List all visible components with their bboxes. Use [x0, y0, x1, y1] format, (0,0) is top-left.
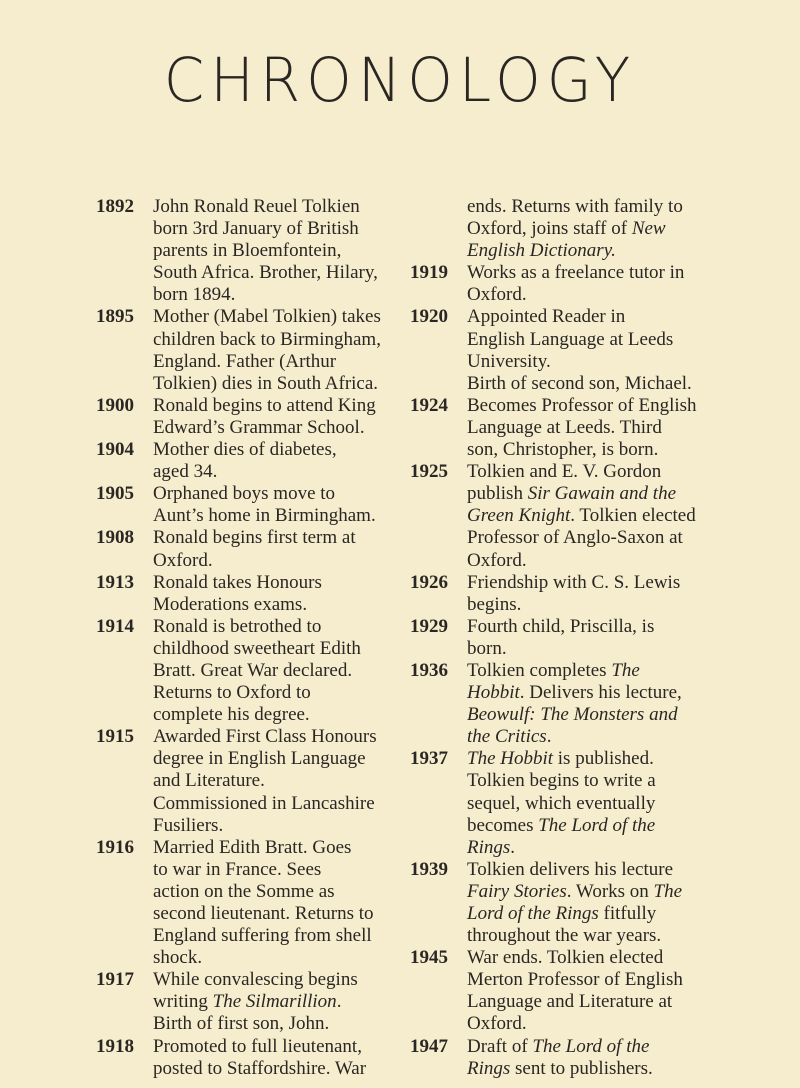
italic-title-text: Green Knight [467, 505, 571, 527]
entry-text: ends. Returns with family to [467, 196, 683, 217]
entry-line [467, 505, 710, 527]
italic-title-text: The [611, 659, 640, 681]
entry-line [467, 859, 710, 881]
entry-line [153, 991, 396, 1013]
entry-text: action on the Somme as [153, 880, 335, 902]
entry-text: Married Edith Bratt. Goes [153, 836, 352, 858]
entry-text: Becomes Professor of English [467, 394, 697, 416]
timeline-entry [96, 483, 396, 527]
entry-line [153, 682, 396, 704]
entry-text: Oxford, joins staff of [467, 218, 632, 240]
entry-line [467, 594, 710, 616]
italic-title-text: Hobbit [467, 682, 520, 704]
entry-line [153, 527, 396, 549]
entry-line [153, 505, 396, 527]
entry-text: South Africa. Brother, Hilary, [153, 262, 378, 284]
italic-title-text: The Lord of the [538, 814, 656, 836]
italic-title-text: the Critics [467, 726, 547, 748]
entry-line [467, 572, 710, 594]
entry-text: Tolkien begins to write a [467, 770, 656, 792]
entry-text: shock. [153, 947, 203, 969]
entry-line [467, 991, 710, 1013]
entry-year: 1895 [96, 306, 134, 328]
timeline-entry [96, 306, 396, 394]
entry-text: Oxford. [467, 1013, 527, 1035]
entry-description [467, 947, 710, 1035]
entry-text: Ronald begins first term at [153, 527, 356, 549]
entry-description [153, 395, 396, 439]
entry-text: Orphaned boys move to [153, 483, 336, 505]
timeline-entry [96, 439, 396, 483]
entry-text: Fusiliers. [153, 814, 224, 836]
entry-text: Tolkien delivers his lecture [467, 858, 674, 880]
italic-title-text: New [631, 218, 666, 240]
entry-line [153, 660, 396, 682]
entry-text: Commissioned in Lancashire [153, 792, 375, 814]
entry-line [153, 550, 396, 572]
entry-line [467, 638, 710, 660]
entry-line [153, 616, 396, 638]
entry-text: sequel, which eventually [467, 792, 656, 814]
entry-line [467, 704, 710, 726]
entry-text: Birth of first son, John. [153, 1013, 330, 1035]
timeline-entry [410, 306, 710, 394]
entry-description [153, 616, 396, 726]
entry-description [153, 306, 396, 394]
entry-text: . [546, 726, 552, 748]
timeline-entry [410, 572, 710, 616]
timeline-entry [96, 572, 396, 616]
entry-line [153, 726, 396, 748]
timeline-entry [96, 726, 396, 836]
entry-text: complete his degree. [153, 704, 310, 726]
entry-text: . Tolkien elected [570, 505, 696, 527]
entry-description [153, 726, 396, 836]
entry-year: 1925 [410, 461, 448, 483]
timeline-entry [410, 947, 710, 1035]
entry-line [153, 770, 396, 792]
entry-description [153, 483, 396, 527]
entry-text: Edward’s Grammar School. [153, 416, 365, 438]
entry-year: 1920 [410, 306, 448, 328]
entry-line [467, 284, 710, 306]
entry-line [467, 240, 710, 262]
entry-line [467, 218, 710, 240]
entry-line [467, 196, 710, 218]
entry-line [153, 947, 396, 969]
entry-text: is published. [553, 748, 654, 770]
entry-line [467, 483, 710, 505]
entry-text: . [336, 991, 342, 1013]
entry-text: Tolkien) dies in South Africa. [153, 372, 379, 394]
entry-text: sent to publishers. [510, 1057, 653, 1079]
entry-year: 1904 [96, 439, 134, 461]
entry-line [153, 196, 396, 218]
italic-title-text: The Lord of the [532, 1035, 650, 1057]
italic-title-text: Fairy Stories [467, 880, 567, 902]
entry-line [467, 815, 710, 837]
entry-text: Awarded First Class Honours [153, 726, 377, 748]
entry-line [467, 903, 710, 925]
timeline-entry [410, 1036, 710, 1080]
entry-line [467, 748, 710, 770]
entry-line [153, 461, 396, 483]
entry-text: Draft of [467, 1035, 533, 1057]
entry-line [153, 218, 396, 240]
entry-text: begins. [467, 593, 522, 615]
timeline-entry [96, 395, 396, 439]
entry-year: 1937 [410, 748, 448, 770]
entry-description [467, 395, 710, 461]
entry-description [467, 306, 710, 394]
entry-text: Language and Literature at [467, 991, 673, 1013]
entry-line [467, 616, 710, 638]
entry-line [467, 1013, 710, 1035]
entry-line [153, 837, 396, 859]
timeline-entry [96, 196, 396, 306]
entry-description [467, 262, 710, 306]
italic-title-text: Rings [467, 836, 511, 858]
entry-text: War ends. Tolkien elected [467, 947, 664, 969]
entry-line [153, 351, 396, 373]
entry-line [153, 1013, 396, 1035]
entry-year: 1917 [96, 969, 134, 991]
entry-text: Ronald begins to attend King [153, 394, 376, 416]
entry-text: Returns to Oxford to [153, 682, 311, 704]
entry-line [467, 726, 710, 748]
entry-line [153, 373, 396, 395]
entry-line [467, 461, 710, 483]
entry-text: John Ronald Reuel Tolkien [153, 196, 360, 217]
entry-line [467, 329, 710, 351]
entry-line [153, 793, 396, 815]
timeline-entry [410, 859, 710, 947]
entry-text: children back to Birmingham, [153, 328, 381, 350]
italic-title-text: The Silmarillion [212, 991, 337, 1013]
timeline-entry [410, 395, 710, 461]
entry-line [467, 947, 710, 969]
entry-line [467, 660, 710, 682]
entry-text: Tolkien and E. V. Gordon [467, 461, 662, 483]
entry-text: publish [467, 483, 528, 505]
entry-line [467, 306, 710, 328]
entry-text: Oxford. [467, 549, 527, 571]
entry-year: 1919 [410, 262, 448, 284]
entry-line [153, 969, 396, 991]
entry-line [153, 262, 396, 284]
entry-text: son, Christopher, is born. [467, 439, 659, 461]
entry-text: throughout the war years. [467, 925, 662, 947]
entry-year: 1924 [410, 394, 448, 416]
entry-description [467, 660, 710, 748]
entry-line [467, 262, 710, 284]
entry-text: born. [467, 637, 507, 659]
entry-line [467, 881, 710, 903]
italic-title-text: The [653, 880, 683, 902]
entry-text: England. Father (Arthur [153, 350, 337, 372]
entry-line [467, 1036, 710, 1058]
entry-line [467, 793, 710, 815]
entry-line [153, 572, 396, 594]
entry-year: 1947 [410, 1035, 448, 1057]
entry-line [467, 439, 710, 461]
timeline-entry [410, 196, 710, 262]
entry-text: Birth of second son, Michael. [467, 372, 692, 394]
timeline-entry [96, 527, 396, 571]
entry-description [467, 859, 710, 947]
entry-line [153, 815, 396, 837]
entry-description [153, 837, 396, 970]
entry-line [153, 859, 396, 881]
entry-line [153, 881, 396, 903]
entry-text: Tolkien completes [467, 659, 612, 681]
entry-year: 1918 [96, 1035, 134, 1057]
entry-year: 1913 [96, 571, 134, 593]
entry-text: becomes [467, 814, 539, 836]
entry-line [153, 417, 396, 439]
entry-text: born 1894. [153, 284, 236, 306]
entry-line [467, 770, 710, 792]
entry-line [467, 373, 710, 395]
italic-title-text: Sir Gawain and the [527, 483, 677, 505]
entry-line [153, 329, 396, 351]
entry-description [153, 969, 396, 1035]
entry-year: 1892 [96, 196, 134, 217]
entry-text: While convalescing begins [153, 969, 358, 991]
timeline-entry [96, 616, 396, 726]
entry-text: Ronald takes Honours [153, 571, 322, 593]
entry-line [153, 1058, 396, 1080]
entry-year: 1908 [96, 527, 134, 549]
entry-text: . [510, 836, 516, 858]
entry-line [467, 682, 710, 704]
entry-text: Language at Leeds. Third [467, 416, 662, 438]
entry-line [153, 483, 396, 505]
entry-text: Merton Professor of English [467, 969, 683, 991]
entry-description [153, 196, 396, 306]
timeline-entry [96, 1036, 396, 1080]
entry-line [467, 969, 710, 991]
entry-text: degree in English Language [153, 748, 366, 770]
italic-title-text: Beowulf: The Monsters and [467, 704, 678, 726]
entry-text: Moderations exams. [153, 593, 308, 615]
entry-description [467, 748, 710, 858]
timeline-entry [96, 969, 396, 1035]
entry-line [153, 638, 396, 660]
entry-text: Fourth child, Priscilla, is [467, 615, 655, 637]
entry-year: 1929 [410, 615, 448, 637]
entry-description [467, 616, 710, 660]
entry-line [153, 1036, 396, 1058]
entry-year: 1939 [410, 858, 448, 880]
entry-line [467, 925, 710, 947]
entry-description [153, 572, 396, 616]
entry-text: to war in France. Sees [153, 858, 322, 880]
entry-description [153, 1036, 396, 1080]
timeline-entry [410, 748, 710, 858]
entry-year: 1926 [410, 571, 448, 593]
entry-line [153, 439, 396, 461]
entry-text: Mother dies of diabetes, [153, 439, 337, 461]
entry-text: . Delivers his lecture, [519, 682, 682, 704]
entry-year: 1916 [96, 836, 134, 858]
entry-year: 1915 [96, 726, 134, 748]
italic-title-text: Lord of the Rings [467, 903, 599, 924]
entry-text: Works as a freelance tutor in [467, 262, 685, 284]
entry-text: Mother (Mabel Tolkien) takes [153, 306, 381, 328]
entry-text: aged 34. [153, 461, 218, 483]
timeline-entry [410, 616, 710, 660]
entry-text: childhood sweetheart Edith [153, 637, 361, 659]
entry-year: 1900 [96, 394, 134, 416]
entry-text: Bratt. Great War declared. [153, 659, 353, 681]
entry-description [467, 461, 710, 571]
timeline-entry [96, 837, 396, 970]
entry-text: and Literature. [153, 770, 265, 792]
entry-line [467, 837, 710, 859]
italic-title-text: The Hobbit [467, 748, 554, 770]
entry-text: Aunt’s home in Birmingham. [153, 505, 376, 527]
entry-line [153, 306, 396, 328]
entry-description [467, 196, 710, 262]
page-title: CHRONOLOGY [163, 44, 637, 116]
entry-description [153, 527, 396, 571]
italic-title-text: Rings [467, 1057, 511, 1079]
entry-line [467, 550, 710, 572]
entry-text: University. [467, 350, 551, 372]
entry-line [153, 748, 396, 770]
entry-text: parents in Bloemfontein, [153, 240, 342, 262]
entry-text: Ronald is betrothed to [153, 615, 322, 637]
entry-line [153, 903, 396, 925]
entry-description [467, 1036, 710, 1080]
entry-line [467, 395, 710, 417]
entry-line [153, 925, 396, 947]
entry-text: fitfully [598, 903, 657, 924]
timeline-entry [410, 262, 710, 306]
entry-text: posted to Staffordshire. War [153, 1057, 367, 1079]
left-column [96, 196, 396, 1080]
entry-text: Professor of Anglo-Saxon at [467, 527, 683, 549]
entry-text: England suffering from shell [153, 925, 372, 947]
entry-year: 1945 [410, 947, 448, 969]
entry-line [153, 594, 396, 616]
entry-year: 1905 [96, 483, 134, 505]
entry-text: born 3rd January of British [153, 218, 359, 240]
timeline-entry [410, 461, 710, 571]
entry-text: Oxford. [153, 549, 213, 571]
entry-description [467, 572, 710, 616]
entry-text: Oxford. [467, 284, 527, 306]
right-column [410, 196, 710, 1080]
entry-line [153, 395, 396, 417]
timeline-entry [410, 660, 710, 748]
entry-line [467, 351, 710, 373]
entry-text: second lieutenant. Returns to [153, 903, 374, 924]
entry-line [153, 240, 396, 262]
entry-text: Promoted to full lieutenant, [153, 1035, 362, 1057]
entry-text: Friendship with C. S. Lewis [467, 571, 681, 593]
entry-line [467, 1058, 710, 1080]
entry-description [153, 439, 396, 483]
entry-year: 1936 [410, 659, 448, 681]
entry-line [153, 284, 396, 306]
entry-text: English Language at Leeds [467, 328, 674, 350]
entry-line [467, 417, 710, 439]
entry-text: writing [153, 991, 213, 1013]
entry-year: 1914 [96, 615, 134, 637]
entry-line [153, 704, 396, 726]
entry-text: Appointed Reader in [467, 306, 626, 328]
italic-title-text: English Dictionary. [467, 240, 616, 262]
entry-text: . Works on [566, 880, 654, 902]
entry-line [467, 527, 710, 549]
